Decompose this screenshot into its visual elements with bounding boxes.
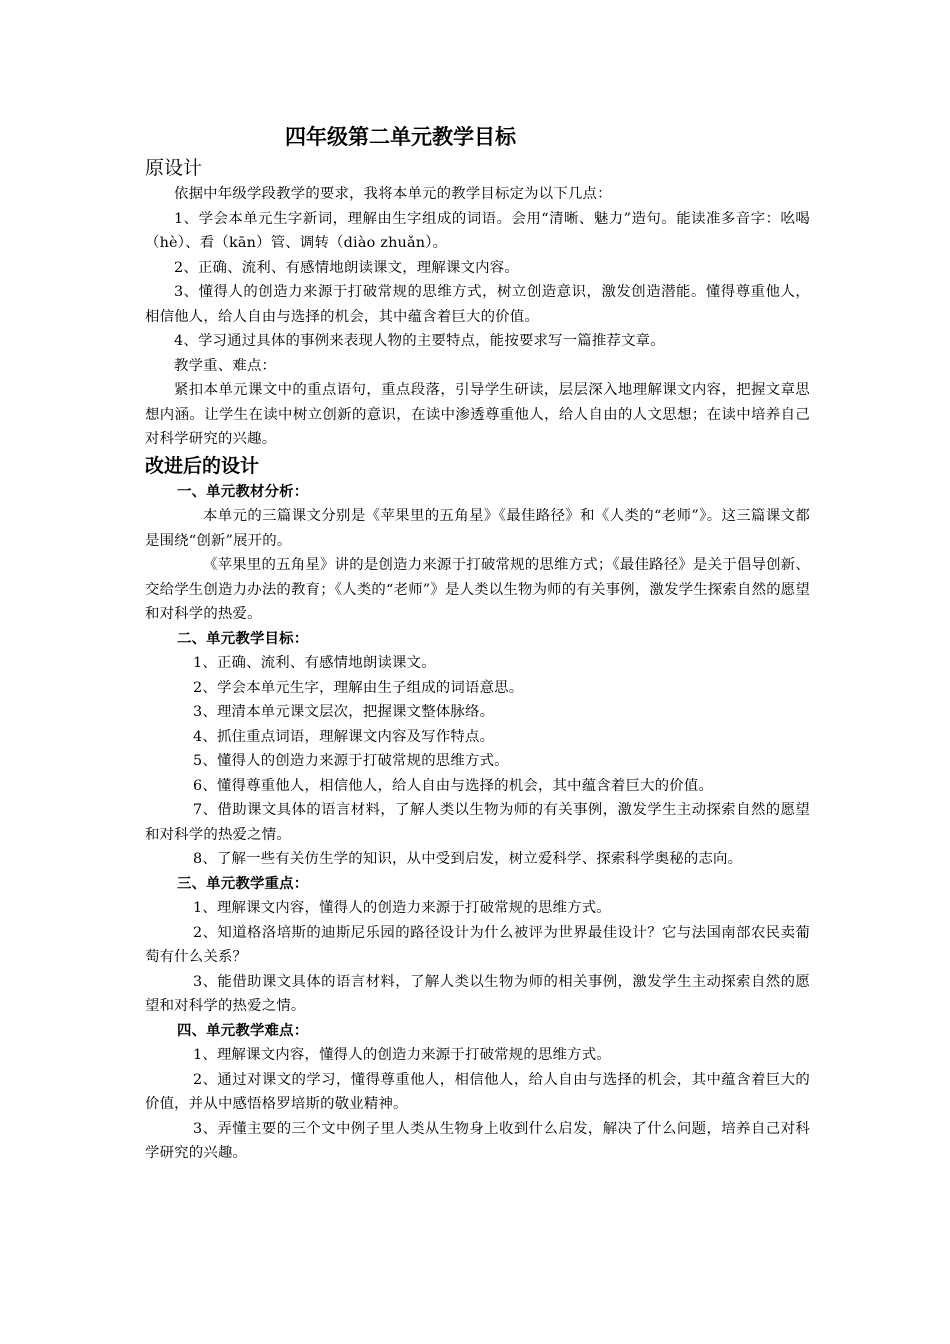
difficulty-item-3: 3、弄懂主要的三个文中例子里人类从生物身上收到什么启发，解决了什么问题，培养自己对科学研究的兴趣。 — [145, 1120, 810, 1161]
goal-item-7: 7、借助课文具体的语言材料，了解人类以生物为师的有关事例，激发学生主动探索自然的愿望和对科学的热爱之情。 — [145, 802, 810, 843]
goals-heading: 二、单元教学目标： — [177, 630, 309, 647]
goal-item-1: 1、正确、流利、有感情地朗读课文。 — [193, 655, 436, 671]
goal-item-5: 5、懂得人的创造力来源于打破常规的思维方式。 — [193, 753, 509, 769]
analysis-paragraph-2: 《苹果里的五角星》讲的是创造力来源于打破常规的思维方式；《最佳路径》是关于倡导创新、交给学生创造力办法的教育；《人类的“老师”》是人类以生物为师的有关事例，激发学生探索自然的愿望和对科学的热爱。 — [145, 557, 810, 622]
document-title: 四年级第二单元教学目标 — [285, 125, 516, 149]
original-key-text: 紧扣本单元课文中的重点语句，重点段落，引导学生研读，层层深入地理解课文内容，把握文章思想内涵。让学生在读中树立创新的意识，在读中渗透尊重他人，给人自由的人文思想；在读中培养自己对科学研究的兴趣。 — [145, 382, 810, 447]
document-page — [145, 120, 810, 1166]
goal-item-6: 6、懂得尊重他人，相信他人，给人自由与选择的机会，其中蕴含着巨大的价值。 — [193, 777, 714, 794]
goal-item-3: 3、理清本单元课文层次，把握课文整体脉络。 — [193, 704, 495, 720]
goal-item-2: 2、学会本单元生字，理解由生子组成的词语意思。 — [193, 679, 524, 696]
difficulty-item-1: 1、理解课文内容，懂得人的创造力来源于打破常规的思维方式。 — [193, 1047, 611, 1063]
goal-item-4: 4、抓住重点词语，理解课文内容及写作特点。 — [193, 728, 495, 745]
key-points-heading: 三、单元教学重点： — [177, 875, 309, 892]
analysis-paragraph-1: 本单元的三篇课文分别是《苹果里的五角星》《最佳路径》和《人类的“老师”》。这三篇课文都是围绕“创新”展开的。 — [145, 508, 810, 549]
original-intro: 依据中年级学段教学的要求，我将本单元的教学目标定为以下几点： — [174, 186, 612, 202]
difficulty-item-2: 2、通过对课文的学习，懂得尊重他人，相信他人，给人自由与选择的机会，其中蕴含着巨大的价值，并从中感悟格罗培斯的敬业精神。 — [145, 1071, 810, 1112]
goal-item-8: 8、了解一些有关仿生学的知识，从中受到启发，树立爱科学、探索科学奥秘的志向。 — [193, 851, 743, 867]
improved-design-heading: 改进后的设计 — [145, 454, 260, 477]
key-point-item-1: 1、理解课文内容，懂得人的创造力来源于打破常规的思维方式。 — [193, 900, 611, 916]
original-design-heading: 原设计 — [145, 157, 203, 179]
difficulties-heading: 四、单元教学难点： — [177, 1022, 309, 1039]
original-goal-4: 4、学习通过具体的事例来表现人物的主要特点，能按要求写一篇推荐文章。 — [174, 333, 665, 349]
original-goal-1: 1、学会本单元生字新词，理解由生字组成的词语。会用“清晰、魅力”造句。能读准多音字：吆喝（hè）、看（kān）管、调转（diào zhuǎn）。 — [145, 210, 810, 251]
key-point-item-3: 3、能借助课文具体的语言材料，了解人类以生物为师的相关事例，激发学生主动探索自然的愿望和对科学的热爱之情。 — [145, 973, 810, 1014]
key-point-item-2: 2、知道格洛培斯的迪斯尼乐园的路径设计为什么被评为世界最佳设计？它与法国南部农民卖葡萄有什么关系？ — [145, 924, 810, 965]
original-goal-2: 2、正确、流利、有感情地朗读课文，理解课文内容。 — [174, 259, 519, 276]
analysis-heading: 一、单元教材分析： — [177, 483, 309, 500]
original-goal-3: 3、懂得人的创造力来源于打破常规的思维方式，树立创造意识，激发创造潜能。懂得尊重他人，相信他人，给人自由与选择的机会，其中蕴含着巨大的价值。 — [145, 284, 810, 325]
original-key-label: 教学重、难点： — [174, 357, 277, 374]
